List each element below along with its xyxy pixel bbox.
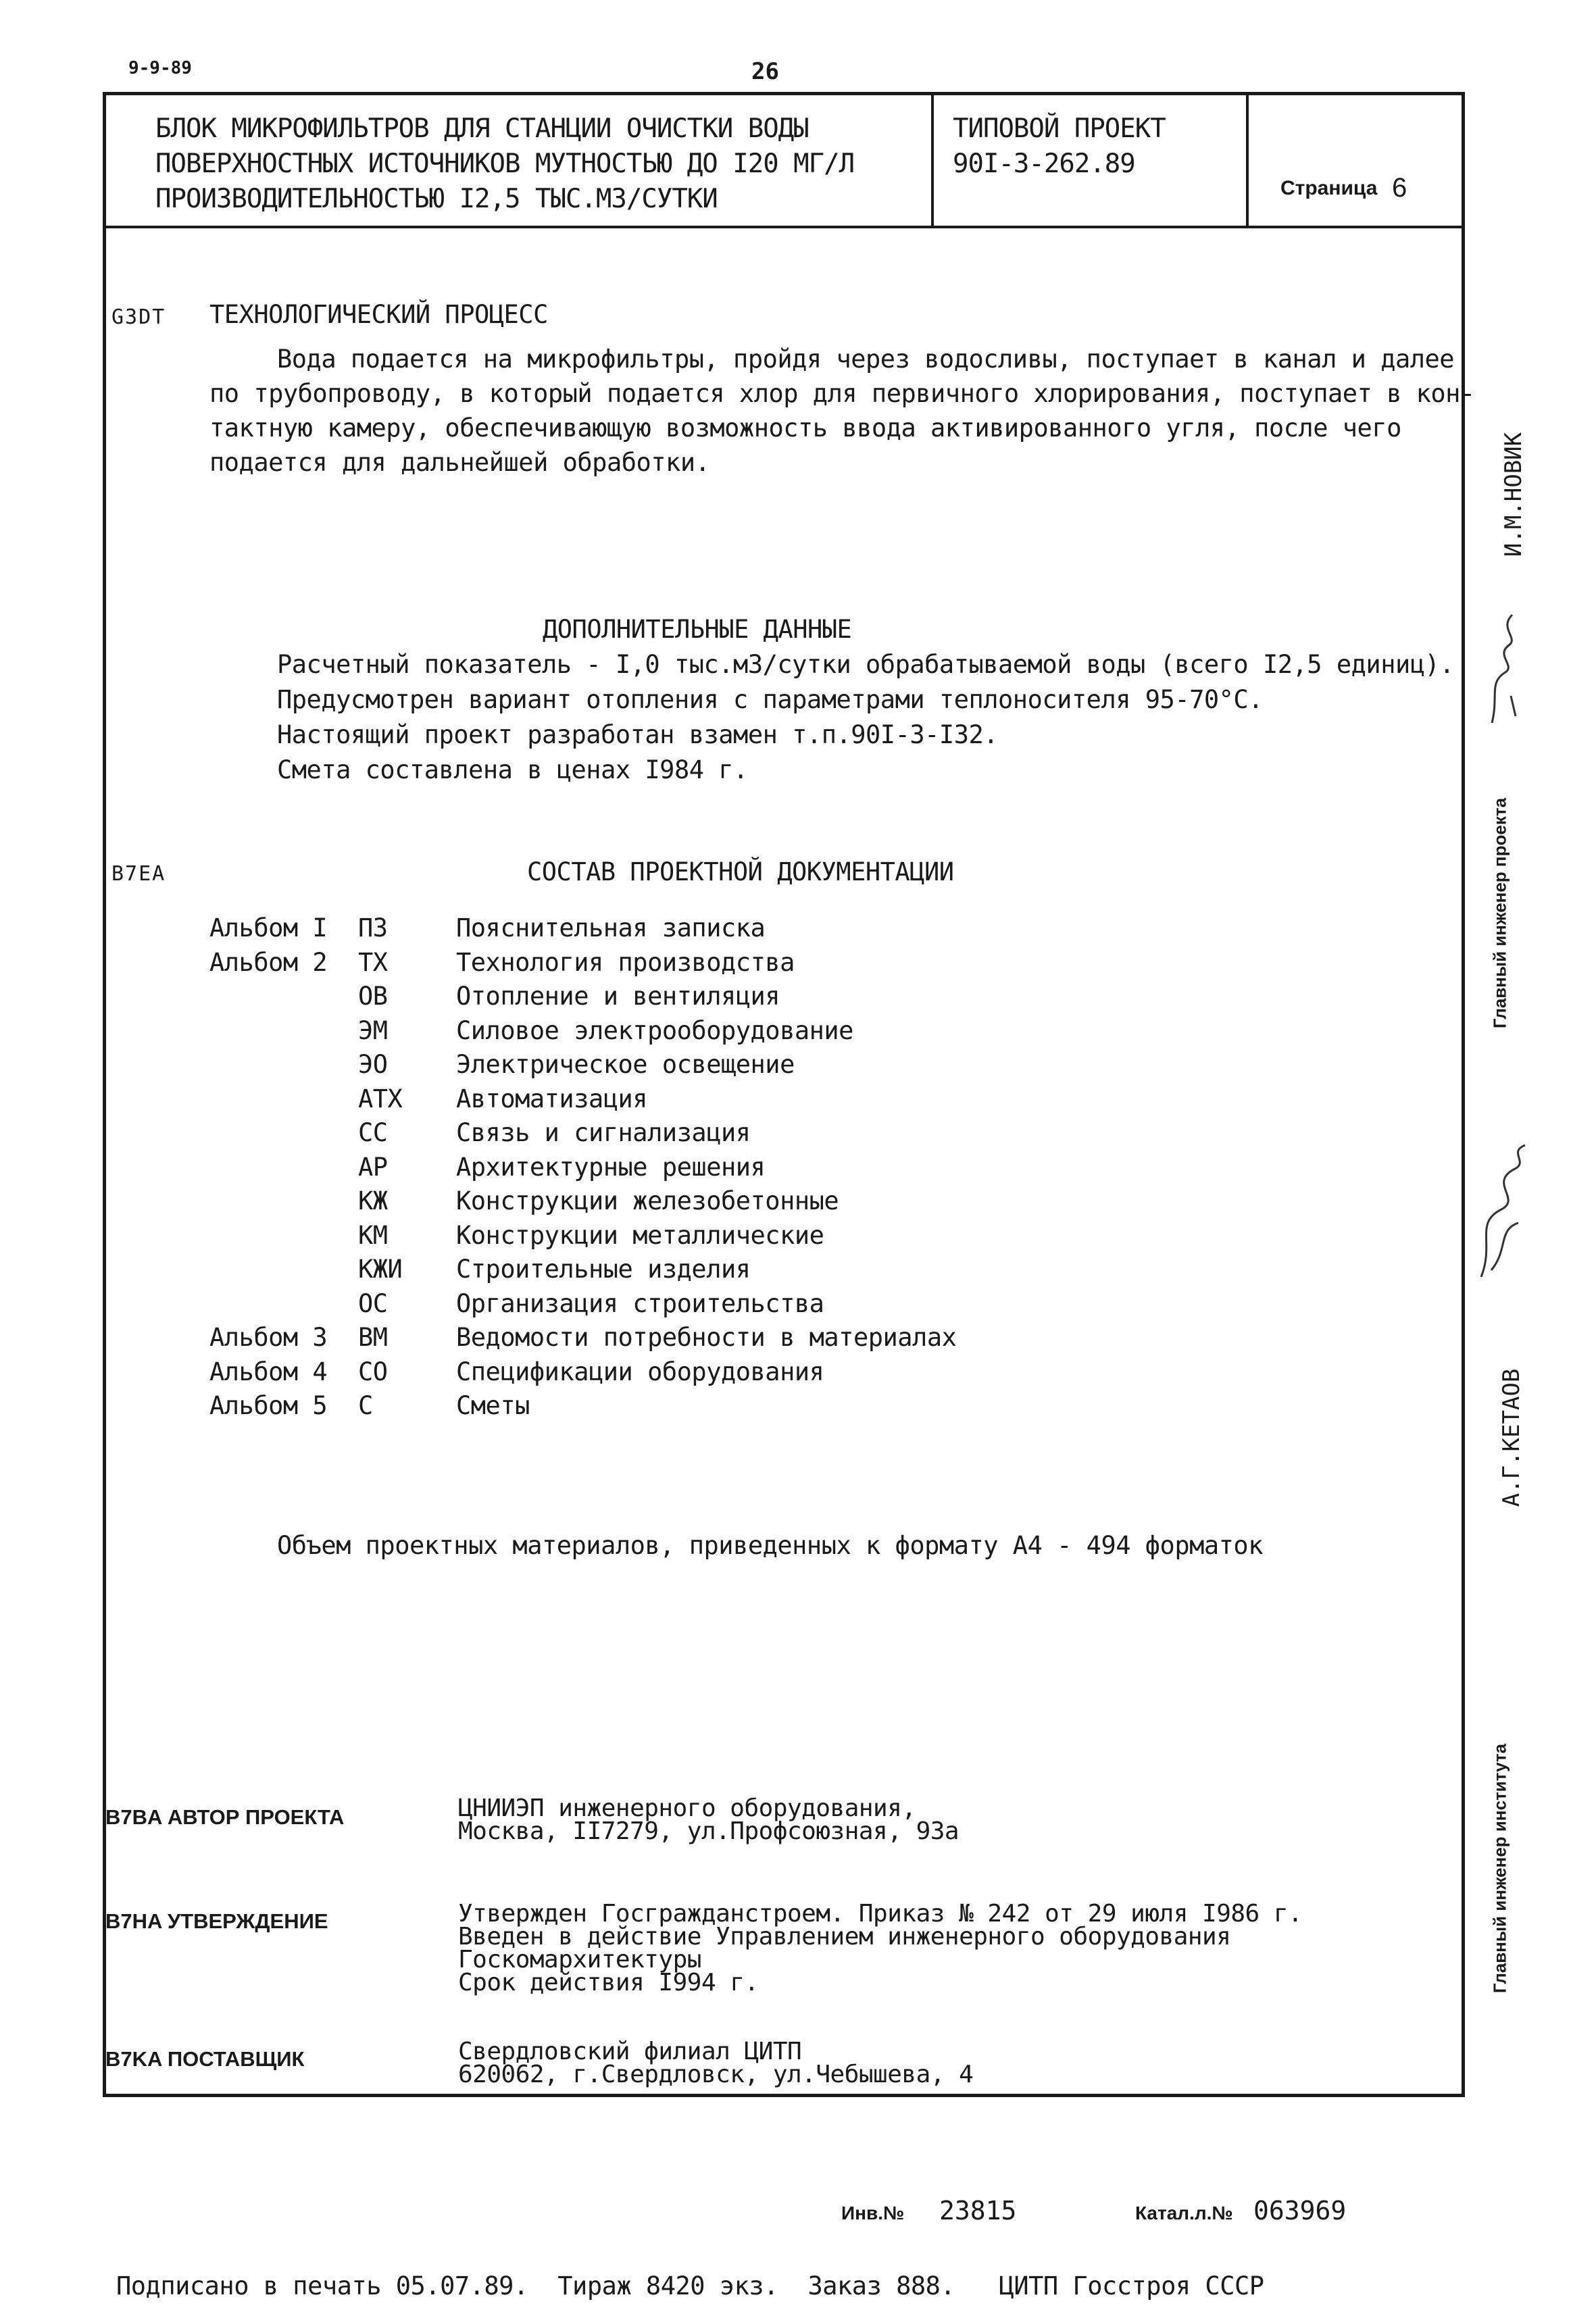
side-name-top: И.М.НОВИК [1500, 432, 1527, 557]
doc-name: Электрическое освещение [456, 1050, 795, 1079]
doc-row [0, 1323, 1596, 1357]
doc-code: ТХ [358, 947, 388, 977]
doc-code: ОС [358, 1288, 388, 1318]
doc-code: ВМ [358, 1323, 388, 1352]
doc-code: КЖИ [358, 1255, 403, 1284]
signature-middle [1468, 1142, 1542, 1284]
doc-code: СО [358, 1357, 388, 1386]
doc-name: Пояснительная записка [456, 913, 766, 942]
supplier-line-1: Свердловский филиал ЦИТП [458, 2038, 802, 2065]
section-code-docs: B7EA [111, 862, 166, 886]
title-line-2: ПОВЕРХНОСТНЫХ ИСТОЧНИКОВ МУТНОСТЬЮ ДО I20 МГ/Л [155, 149, 855, 179]
project-number: 90I-3-262.89 [953, 149, 1135, 179]
additional-line-1: Расчетный показатель - I,0 тыс.м3/сутки обрабатываемой воды (всего I2,5 единиц). [277, 650, 1455, 679]
process-line-3: тактную камеру, обеспечивающую возможность ввода активированного угля, после чего [209, 413, 1401, 443]
additional-line-3: Настоящий проект разработан взамен т.п.90I-3-I32. [277, 720, 999, 749]
process-heading: ТЕХНОЛОГИЧЕСКИЙ ПРОЦЕСС [209, 300, 548, 329]
doc-name: Организация строительства [456, 1288, 824, 1318]
inv-label: Инв.№ [841, 2203, 905, 2223]
doc-album: Альбом 5 [209, 1391, 328, 1420]
additional-line-4: Смета составлена в ценах I984 г. [277, 755, 748, 784]
side-name-bottom: А.Г.КЕТАОВ [1498, 1368, 1525, 1507]
page-value: 6 [1392, 173, 1407, 203]
doc-code: АР [358, 1152, 388, 1182]
docs-heading: СОСТАВ ПРОЕКТНОЙ ДОКУМЕНТАЦИИ [527, 857, 954, 886]
approval-line-3: Госкомархитектуры [458, 1946, 701, 1973]
title-line-1: БЛОК МИКРОФИЛЬТРОВ ДЛЯ СТАНЦИИ ОЧИСТКИ ВОДЫ [155, 114, 809, 144]
author-line-1: ЦНИИЭП инженерного оборудования, [458, 1794, 916, 1822]
page-label: Страница [1280, 177, 1378, 199]
doc-name: Связь и сигнализация [456, 1118, 751, 1147]
supplier-line-2: 620062, г.Свердловск, ул.Чебышева, 4 [458, 2061, 974, 2088]
doc-name: Силовое электрооборудование [456, 1015, 853, 1045]
doc-code: ОВ [358, 982, 388, 1011]
supplier-label: B7KA ПОСТАВЩИК [105, 2047, 305, 2071]
inv-value: 23815 [939, 2196, 1017, 2225]
doc-name: Автоматизация [456, 1084, 648, 1113]
title-divider [103, 226, 1465, 228]
approval-line-2: Введен в действие Управлением инженерного оборудования [458, 1923, 1231, 1951]
doc-row [0, 1289, 1596, 1324]
doc-code: СС [358, 1118, 388, 1147]
author-line-2: Москва, II7279, ул.Профсоюзная, 93а [458, 1817, 959, 1845]
process-line-4: подается для дальнейшей обработки. [209, 448, 710, 477]
sheet-number: 26 [751, 58, 779, 85]
doc-name: Сметы [456, 1391, 530, 1420]
project-label: ТИПОВОЙ ПРОЕКТ [953, 114, 1166, 144]
print-line: Подписано в печать 05.07.89. Тираж 8420 экз. Заказ 888. ЦИТП Госстроя СССР [116, 2271, 1264, 2300]
doc-row [0, 1084, 1596, 1119]
print-date: 9-9-89 [128, 58, 192, 78]
doc-code: ЭО [358, 1050, 388, 1079]
catalog-label: Катал.л.№ [1135, 2203, 1233, 2223]
additional-line-2: Предусмотрен вариант отопления с параметрами теплоносителя 95-70°С. [277, 685, 1263, 714]
doc-name: Отопление и вентиляция [456, 982, 780, 1011]
doc-row [0, 1357, 1596, 1392]
doc-name: Технология производства [456, 947, 795, 977]
doc-name: Конструкции металлические [456, 1220, 824, 1250]
doc-row [0, 1255, 1596, 1289]
doc-code: КМ [358, 1220, 388, 1250]
doc-name: Конструкции железобетонные [456, 1186, 839, 1215]
doc-row [0, 913, 1596, 948]
doc-name: Строительные изделия [456, 1255, 751, 1284]
doc-name: Архитектурные решения [456, 1152, 766, 1182]
section-code-process: G3DT [111, 305, 166, 329]
doc-row [0, 948, 1596, 982]
signature-top [1478, 608, 1532, 730]
doc-code: АТХ [358, 1084, 403, 1113]
author-label: B7BA АВТОР ПРОЕКТА [105, 1805, 345, 1829]
approval-label: B7HA УТВЕРЖДЕНИЕ [105, 1909, 328, 1933]
catalog-value: 063969 [1253, 2196, 1347, 2225]
doc-row [0, 1118, 1596, 1153]
approval-line-1: Утвержден Госгражданстроем. Приказ № 242 от 29 июля I986 г. [458, 1900, 1303, 1928]
title-col-divider-2 [1246, 92, 1249, 227]
side-role-top: Главный инженер проекта [1489, 797, 1510, 1029]
doc-row [0, 982, 1596, 1016]
doc-row [0, 1391, 1596, 1426]
doc-row [0, 1221, 1596, 1255]
doc-code: С [358, 1391, 373, 1420]
doc-row [0, 1186, 1596, 1221]
doc-album: Альбом 4 [209, 1357, 328, 1386]
title-col-divider-1 [931, 92, 934, 227]
doc-code: ЭМ [358, 1015, 388, 1045]
volume-note: Объем проектных материалов, приведенных к формату А4 - 494 форматок [277, 1531, 1263, 1560]
title-line-3: ПРОИЗВОДИТЕЛЬНОСТЬЮ I2,5 ТЫС.М3/СУТКИ [155, 184, 718, 214]
doc-code: ПЗ [358, 913, 388, 942]
doc-album: Альбом 3 [209, 1323, 328, 1352]
doc-row [0, 1153, 1596, 1187]
doc-row [0, 1016, 1596, 1051]
doc-name: Ведомости потребности в материалах [456, 1323, 957, 1352]
doc-row [0, 1050, 1596, 1084]
doc-album: Альбом 2 [209, 947, 328, 977]
process-line-1: Вода подается на микрофильтры, пройдя через водосливы, поступает в канал и далее [277, 345, 1455, 374]
doc-code: КЖ [358, 1186, 388, 1215]
additional-heading: ДОПОЛНИТЕЛЬНЫЕ ДАННЫЕ [543, 615, 852, 644]
doc-album: Альбом I [209, 913, 328, 942]
doc-name: Спецификации оборудования [456, 1357, 824, 1386]
approval-line-4: Срок действия I994 г. [458, 1969, 759, 1996]
process-line-2: по трубопроводу, в который подается хлор для первичного хлорирования, поступает в кон- [209, 379, 1475, 408]
side-role-bottom: Главный инженер института [1489, 1743, 1510, 1994]
